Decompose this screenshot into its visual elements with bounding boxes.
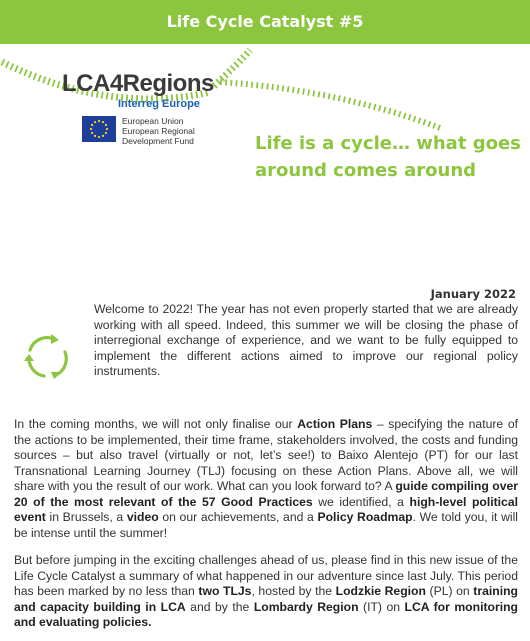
eu-fund-text	[122, 116, 195, 146]
eu-flag-icon	[82, 116, 116, 142]
summary-text-4: and by the	[185, 599, 254, 614]
issue-date: January 2022	[430, 287, 516, 301]
logo-title: LCA4Regions	[62, 70, 214, 97]
political-event-highlight: high-level political event	[14, 494, 519, 524]
tagline	[255, 130, 525, 184]
recycle-arrows-icon	[20, 330, 74, 384]
summary-text-2: , hosted by the	[251, 584, 336, 598]
plans-text-3: we identified, a	[312, 494, 410, 509]
eu-line-1: European Union	[122, 116, 184, 126]
lca-monitoring-highlight: LCA for monitoring and evaluating policies.	[14, 599, 518, 629]
plans-text-6: . We told you, it will be intense until the summer!	[14, 510, 518, 540]
newsletter-title: Life Cycle Catalyst #5	[166, 12, 364, 31]
good-practices-guide-highlight: guide compiling over 20 of the most relevant of the 57 Good Practices	[14, 479, 518, 509]
plans-text-4: in Brussels, a	[45, 510, 127, 524]
lombardy-region-highlight: Lombardy Region	[253, 599, 359, 614]
summary-text-3: (PL) on	[425, 584, 474, 598]
newsletter-header	[0, 0, 530, 44]
video-highlight: video	[126, 510, 159, 524]
intro-paragraph: Welcome to 2022! The year has not even properly started that we are already working with all speed. Indeed, this summer we will be closing the phase of interregional exchange of experience, and we want to be fully equipped to implement the different actions aimed to improve our regional policy instruments.	[94, 302, 518, 378]
action-plans-highlight: Action Plans	[297, 417, 373, 431]
eu-line-3: Development Fund	[122, 136, 194, 146]
plans-text-1: In the coming months, we will not only finalise our	[14, 417, 298, 431]
eu-line-2: European Regional	[122, 126, 195, 136]
eu-funding-badge	[82, 116, 212, 148]
tagline-line-2: around comes around	[255, 160, 477, 181]
summary-text-1: But before jumping in the exciting challenges ahead of us, please find in this new issue of the Life Cycle Catalyst a summary of what happened in our adventure since last July. This period has been marked by no less than	[14, 553, 518, 598]
policy-roadmap-highlight: Policy Roadmap	[317, 510, 413, 524]
summary-text-5: (IT) on	[358, 599, 405, 614]
lodzkie-region-highlight: Lodzkie Region	[335, 584, 426, 598]
plans-paragraph	[14, 417, 518, 541]
tagline-line-1: Life is a cycle… what goes	[255, 133, 521, 154]
plans-text-2: – specifying the nature of the actions to be implemented, their time frame, stakeholders involved, the costs and funding sources – but also travel (virtually or not, let’s see!) to Baixo Alentejo (PT) for our last Transnational Learning Journey (TLJ) focusing on these Action Plans. Above all, we will share with you the result of our work. What can you look forward to? A	[14, 417, 518, 493]
plans-text-5: on our achievements, and a	[158, 510, 318, 524]
two-tljs-highlight: two TLJs	[198, 584, 252, 598]
summary-paragraph	[14, 553, 518, 631]
training-lca-highlight: training and capacity building in LCA	[14, 584, 518, 614]
logo-subtitle: Interreg Europe	[118, 98, 200, 110]
